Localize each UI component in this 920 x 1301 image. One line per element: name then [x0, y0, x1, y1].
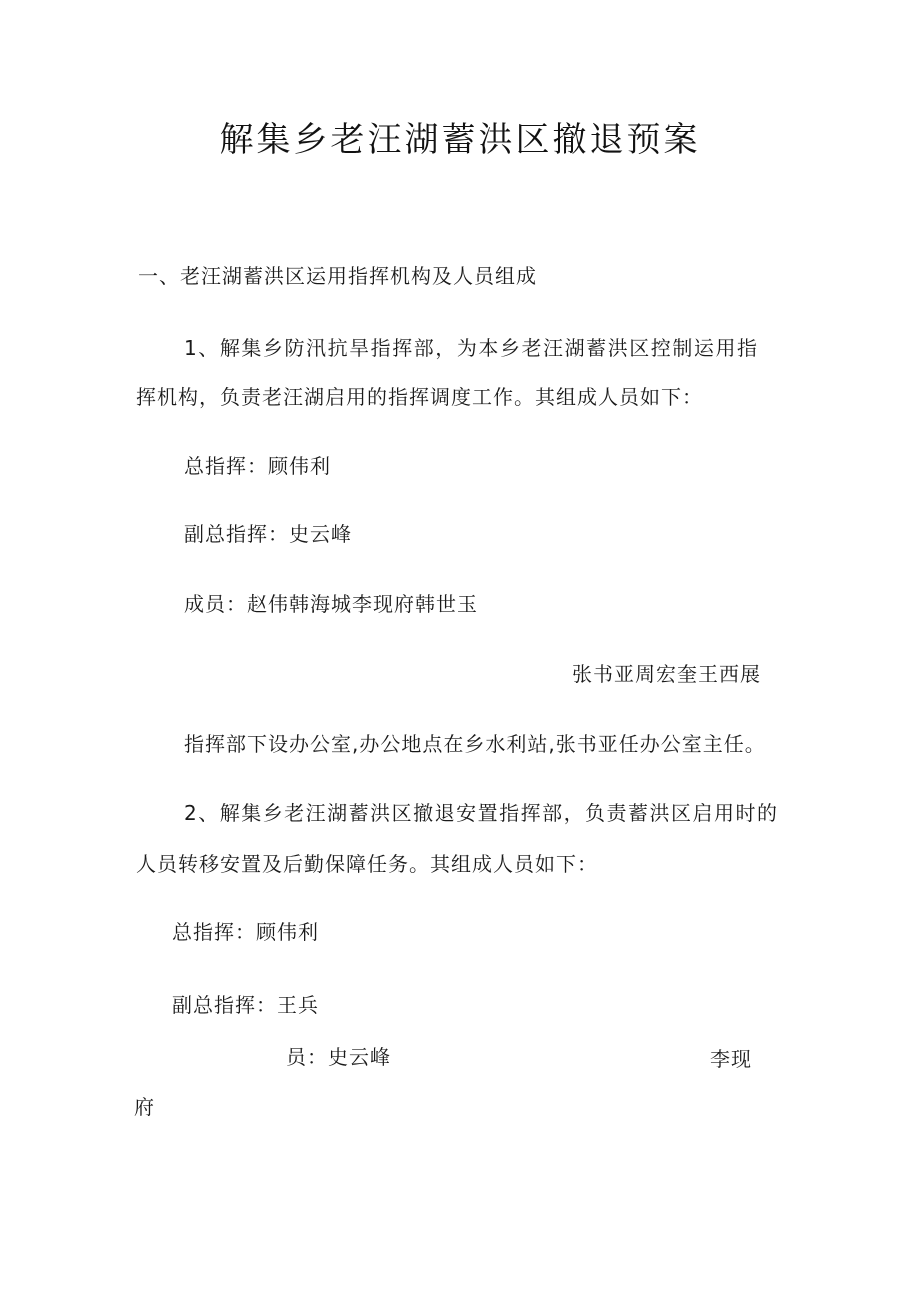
paragraph-line: 挥机构，负责老汪湖启用的指挥调度工作。其组成人员如下：: [136, 385, 703, 409]
deputy-commander-line: 副总指挥：史云峰: [184, 522, 352, 546]
members-continuation-line: 张书亚周宏奎王西展: [572, 662, 761, 686]
members-line-end: 李现: [710, 1047, 752, 1071]
members-line-wrap: 府: [134, 1095, 155, 1119]
document-title: 解集乡老汪湖蓄洪区撤退预案: [219, 120, 701, 160]
paragraph-line: 1、解集乡防汛抗旱指挥部，为本乡老汪湖蓄洪区控制运用指: [184, 336, 758, 360]
paragraph-line: 2、解集乡老汪湖蓄洪区撤退安置指挥部，负责蓄洪区启用时的: [184, 801, 778, 825]
office-line: 指挥部下设办公室,办公地点在乡水利站,张书亚任办公室主任。: [184, 732, 766, 756]
section-heading: 一、老汪湖蓄洪区运用指挥机构及人员组成: [138, 264, 537, 288]
commander-line: 总指挥：顾伟利: [172, 920, 319, 944]
deputy-commander-line: 副总指挥：王兵: [172, 993, 319, 1017]
members-line: 员：史云峰: [286, 1045, 391, 1069]
commander-line: 总指挥：顾伟利: [184, 454, 331, 478]
members-line: 成员：赵伟韩海城李现府韩世玉: [184, 592, 478, 616]
paragraph-line: 人员转移安置及后勤保障任务。其组成人员如下：: [136, 852, 598, 876]
